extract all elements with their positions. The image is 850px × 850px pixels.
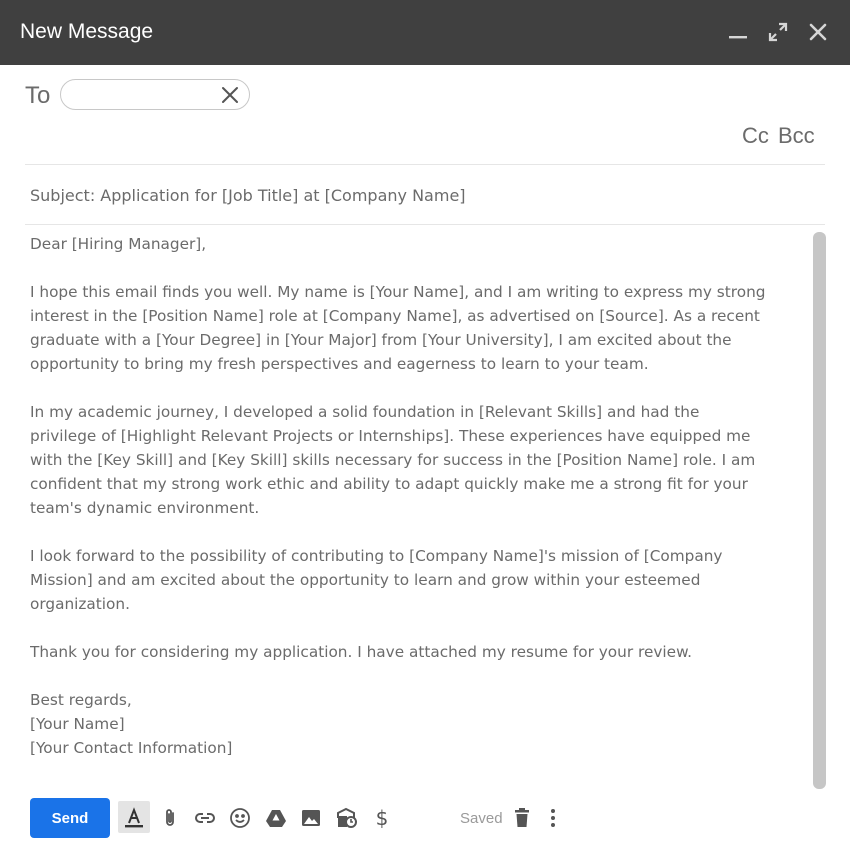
insert-photo-button[interactable] — [299, 806, 323, 830]
remove-recipient-button[interactable] — [221, 86, 239, 104]
to-recipient-field[interactable] — [60, 79, 250, 110]
body-line: Dear [Hiring Manager], — [30, 235, 207, 253]
close-icon — [806, 20, 830, 44]
body-line: team's dynamic environment. — [30, 499, 260, 517]
body-paragraph — [30, 400, 805, 520]
formatting-options-icon-wrap[interactable] — [122, 806, 146, 830]
message-body[interactable] — [30, 232, 805, 792]
subject-field[interactable]: Subject: Application for [Job Title] at [Company Name] — [30, 186, 466, 205]
bcc-button[interactable]: Bcc — [778, 123, 815, 148]
send-button[interactable]: Send — [30, 798, 110, 838]
photo-icon — [299, 806, 323, 830]
dollar-icon — [370, 806, 394, 830]
scrollbar-thumb[interactable] — [813, 232, 826, 789]
body-line: Mission] and am excited about the opportunity to learn and grow within your esteemed — [30, 571, 701, 589]
divider — [25, 224, 825, 225]
close-icon — [221, 86, 239, 104]
insert-drive-button[interactable] — [264, 806, 288, 830]
body-line: Thank you for considering my application. I have attached my resume for your review. — [30, 643, 693, 661]
trash-icon — [510, 806, 534, 830]
scrollbar-track[interactable] — [813, 232, 826, 789]
body-paragraph — [30, 688, 805, 760]
cc-button[interactable]: Cc — [742, 123, 769, 148]
expand-button[interactable] — [766, 20, 790, 44]
body-line: [Your Name] — [30, 715, 125, 733]
body-paragraph — [30, 232, 805, 256]
confidential-icon — [334, 806, 358, 830]
to-label: To — [25, 82, 51, 109]
saved-status: Saved — [460, 810, 503, 827]
svg-text:$: $ — [375, 806, 389, 830]
attach-icon — [158, 806, 182, 830]
body-line: graduate with a [Your Degree] in [Your Major] from [Your University], I am excited about the — [30, 331, 732, 349]
window-title: New Message — [20, 20, 154, 43]
minimize-button[interactable] — [726, 20, 750, 44]
more-options-button[interactable] — [541, 806, 565, 830]
body-line: I hope this email finds you well. My name is [Your Name], and I am writing to express my strong — [30, 283, 766, 301]
body-line: Best regards, — [30, 691, 132, 709]
divider — [25, 164, 825, 165]
attach-files-button[interactable] — [158, 806, 182, 830]
emoji-icon — [228, 806, 252, 830]
body-paragraph — [30, 280, 805, 376]
body-line: [Your Contact Information] — [30, 739, 233, 757]
insert-link-button[interactable] — [193, 806, 217, 830]
more-options-icon — [541, 806, 565, 830]
body-paragraph — [30, 544, 805, 616]
body-line: I look forward to the possibility of contributing to [Company Name]'s mission of [Company — [30, 547, 723, 565]
body-line: opportunity to bring my fresh perspectives and eagerness to learn to your team. — [30, 355, 649, 373]
close-button[interactable] — [806, 20, 830, 44]
link-icon — [193, 806, 217, 830]
discard-draft-button[interactable] — [510, 806, 534, 830]
body-line: with the [Key Skill] and [Key Skill] skills necessary for success in the [Position Name] role. I am — [30, 451, 756, 469]
body-line: privilege of [Highlight Relevant Projects or Internships]. These experiences have equipped me — [30, 427, 751, 445]
text-format-icon — [122, 806, 146, 830]
title-bar — [0, 0, 850, 65]
body-line: confident that my strong work ethic and ability to adapt quickly make me a strong fit for your — [30, 475, 748, 493]
body-paragraph — [30, 640, 805, 664]
body-line: organization. — [30, 595, 130, 613]
body-line: In my academic journey, I developed a solid foundation in [Relevant Skills] and had the — [30, 403, 700, 421]
minimize-icon — [726, 20, 750, 44]
body-line: interest in the [Position Name] role at [Company Name], as advertised on [Source]. As a recent — [30, 307, 760, 325]
confidential-mode-button[interactable] — [334, 806, 358, 830]
expand-icon — [766, 20, 790, 44]
insert-emoji-button[interactable] — [228, 806, 252, 830]
drive-icon — [264, 806, 288, 830]
send-money-button[interactable] — [370, 806, 394, 830]
